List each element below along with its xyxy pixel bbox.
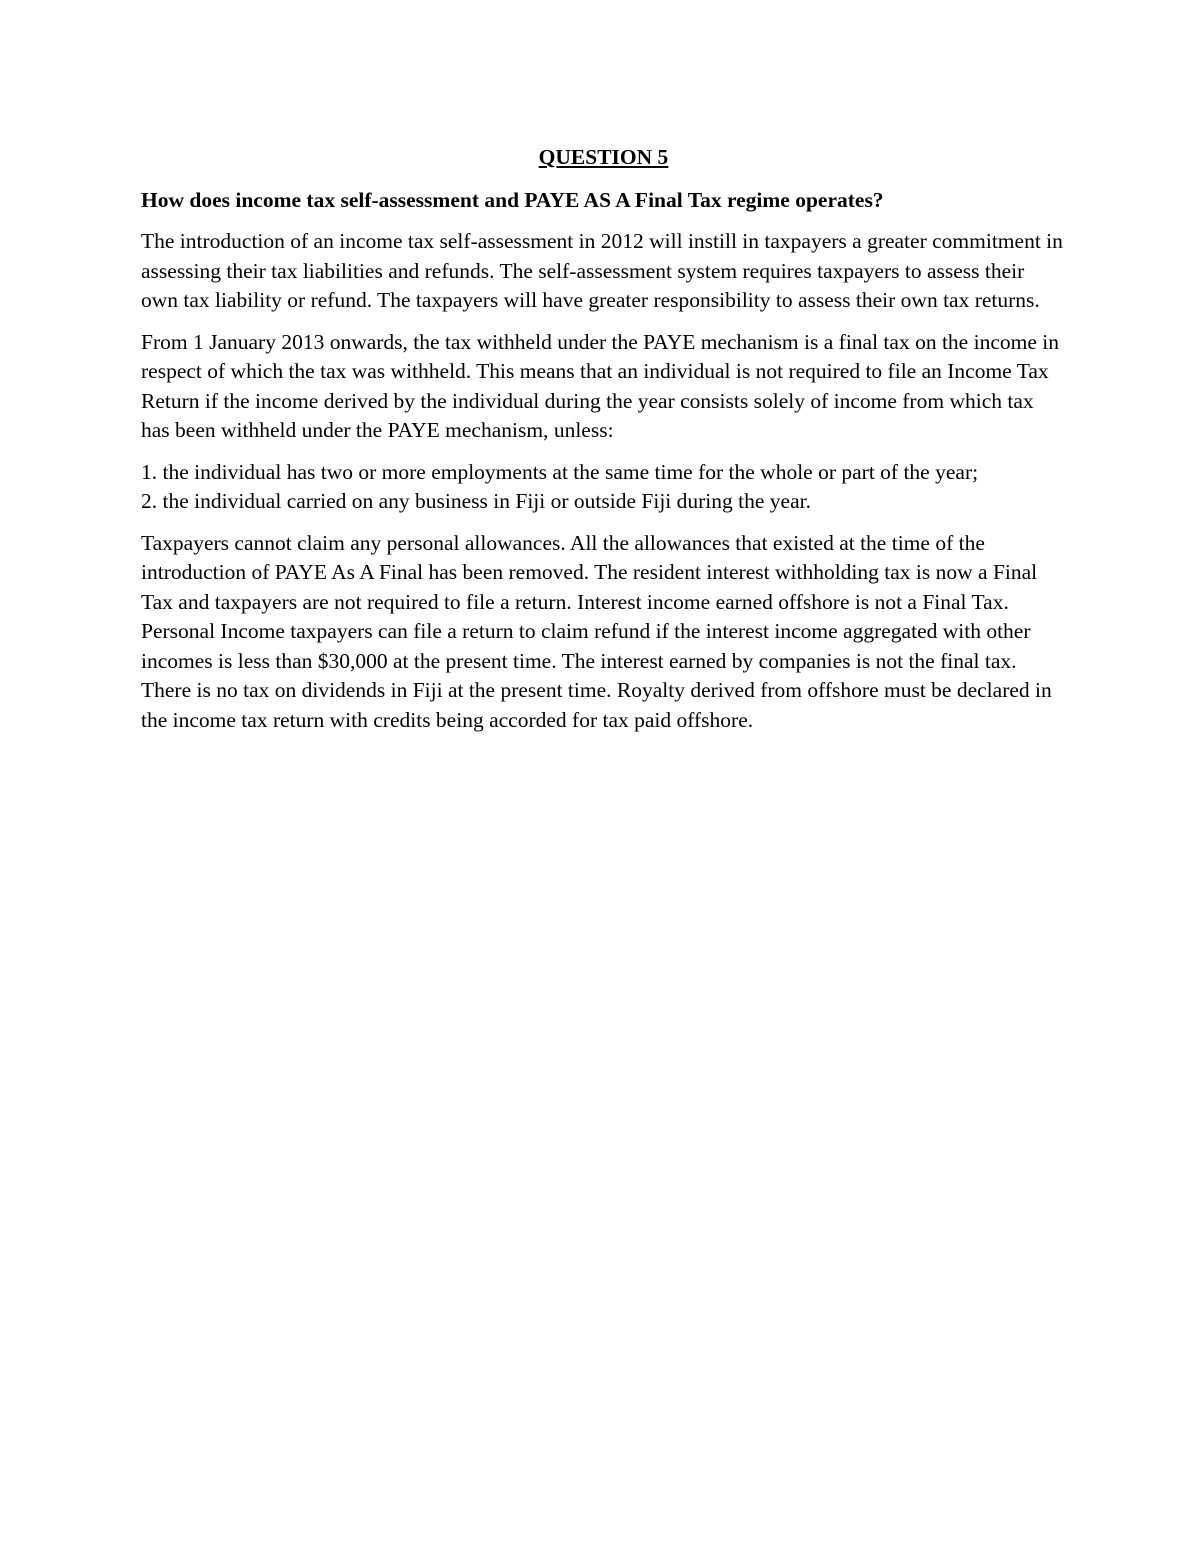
- document-body: [141, 143, 1066, 747]
- question-text: How does income tax self-assessment and PAYE AS A Final Tax regime operates?: [141, 187, 884, 212]
- list-item: 2. the individual carried on any business in Fiji or outside Fiji during the year.: [141, 489, 811, 513]
- paragraph-allowances-interest: Taxpayers cannot claim any personal allowances. All the allowances that existed at the time of the introduction of PAYE As A Final has been removed. The resident interest withholding tax is now a Final Tax and taxpayers are not required to file a return. Interest income earned offshore is not a Final Tax. Personal Income taxpayers can file a return to claim refund if the interest income aggregated with other incomes is less than $30,000 at the present time. The interest earned by companies is not the final tax. There is no tax on dividends in Fiji at the present time. Royalty derived from offshore must be declared in the income tax return with credits being accorded for tax paid offshore.: [141, 530, 1052, 732]
- exceptions-list: [141, 458, 1066, 517]
- paragraph-paye-final-tax: From 1 January 2013 onwards, the tax withheld under the PAYE mechanism is a final tax on the income in respect of which the tax was withheld. This means that an individual is not required to file an Income Tax Return if the income derived by the individual during the year consists solely of income from which tax has been withheld under the PAYE mechanism, unless:: [141, 329, 1059, 442]
- list-item: 1. the individual has two or more employments at the same time for the whole or part of the year;: [141, 459, 979, 484]
- paragraph-self-assessment: The introduction of an income tax self-assessment in 2012 will instill in taxpayers a greater commitment in assessing their tax liabilities and refunds. The self-assessment system requires taxpayers to assess their own tax liability or refund. The taxpayers will have greater responsibility to assess their own tax returns.: [141, 229, 1063, 312]
- page-title: QUESTION 5: [538, 145, 669, 169]
